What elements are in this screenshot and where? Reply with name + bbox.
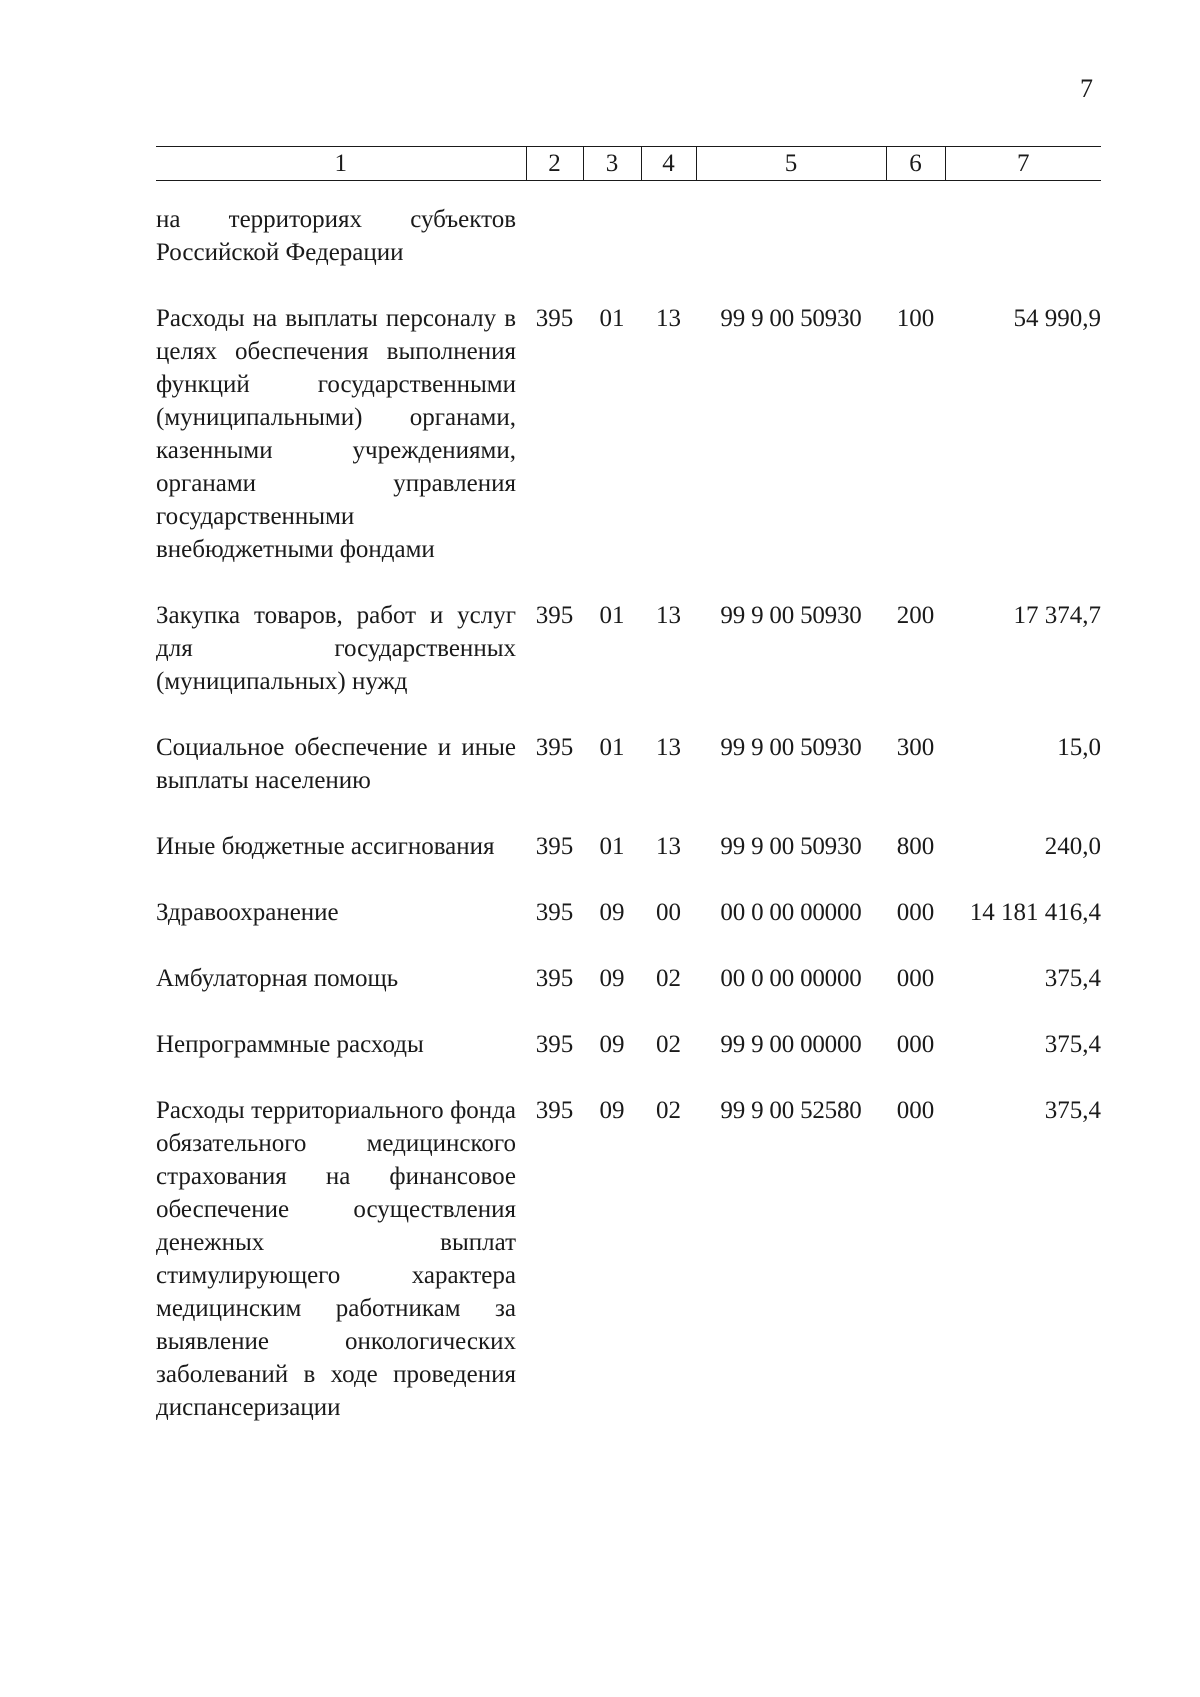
row-expense-type: 000	[896, 899, 935, 926]
row-name: Иные бюджетные ассигнования	[156, 833, 495, 860]
row-expense-type: 200	[896, 602, 935, 629]
row-expense-type: 100	[896, 305, 935, 332]
row-amount: 15,0	[1057, 734, 1101, 761]
row-amount	[945, 203, 1101, 302]
row-target-code: 99 9 00 50930	[720, 833, 862, 860]
page-number: 7	[1080, 74, 1093, 103]
row-target-code	[696, 203, 886, 302]
column-header-2: 2	[526, 147, 583, 181]
row-target-code: 99 9 00 50930	[720, 305, 862, 332]
row-name: Непрограммные расходы	[156, 1031, 424, 1058]
table-row	[156, 830, 1101, 896]
row-subsection-code	[641, 203, 696, 302]
column-header-5: 5	[696, 147, 886, 181]
row-name: Расходы территориального фонда обязательного медицинского страхования на финансовое обеспечение осуществления денежных выплат стимулирующего характера медицинским работникам за выявление онкологических заболеваний в ходе проведения диспансеризации	[156, 1097, 516, 1421]
row-subsection-code: 13	[656, 602, 681, 629]
row-ministry-code: 395	[535, 1031, 574, 1058]
row-subsection-code: 13	[656, 305, 681, 332]
row-ministry-code: 395	[535, 734, 574, 761]
column-header-7: 7	[945, 147, 1101, 181]
row-ministry-code: 395	[535, 305, 574, 332]
row-target-code: 99 9 00 00000	[720, 1031, 862, 1058]
table-row	[156, 731, 1101, 830]
row-subsection-code: 00	[656, 899, 681, 926]
table-row	[156, 203, 1101, 302]
row-section-code	[583, 203, 641, 302]
row-name: Здравоохранение	[156, 899, 339, 926]
column-header-3: 3	[583, 147, 641, 181]
table-header	[156, 147, 1101, 204]
row-expense-type: 300	[896, 734, 935, 761]
row-target-code: 99 9 00 50930	[720, 734, 862, 761]
row-target-code: 00 0 00 00000	[720, 965, 862, 992]
row-section-code: 09	[599, 1097, 625, 1124]
row-ministry-code	[526, 203, 583, 302]
column-header-1: 1	[156, 147, 526, 181]
column-header-4: 4	[641, 147, 696, 181]
row-name: Социальное обеспечение и иные выплаты населению	[156, 734, 516, 794]
row-amount: 375,4	[1044, 1031, 1101, 1058]
row-section-code: 01	[599, 602, 625, 629]
row-ministry-code: 395	[535, 833, 574, 860]
row-name: на территориях субъектов Российской Федерации	[156, 206, 516, 266]
row-amount: 54 990,9	[1013, 305, 1101, 332]
row-ministry-code: 395	[535, 899, 574, 926]
row-name: Закупка товаров, работ и услуг для государственных (муниципальных) нужд	[156, 602, 516, 695]
header-spacer	[156, 181, 1101, 204]
table-row	[156, 896, 1101, 962]
table-row	[156, 1094, 1101, 1457]
table-body	[156, 203, 1101, 1457]
row-name: Расходы на выплаты персоналу в целях обеспечения выполнения функций государственными (муниципальными) органами, казенными учреждениями, органами управления государственными внебюджетными фондами	[156, 305, 516, 563]
row-expense-type: 000	[896, 1097, 935, 1124]
row-subsection-code: 02	[656, 1031, 681, 1058]
row-section-code: 09	[599, 899, 625, 926]
table-row	[156, 599, 1101, 731]
row-amount: 14 181 416,4	[969, 899, 1101, 926]
row-ministry-code: 395	[535, 1097, 574, 1124]
row-amount: 17 374,7	[1013, 602, 1101, 629]
table-row	[156, 962, 1101, 1028]
budget-table	[156, 146, 1101, 1457]
row-ministry-code: 395	[535, 965, 574, 992]
row-subsection-code: 13	[656, 734, 681, 761]
row-section-code: 01	[599, 833, 625, 860]
row-expense-type	[886, 203, 945, 302]
row-expense-type: 000	[896, 965, 935, 992]
row-name: Амбулаторная помощь	[156, 965, 399, 992]
row-section-code: 09	[599, 965, 625, 992]
row-subsection-code: 02	[656, 1097, 681, 1124]
row-target-code: 99 9 00 50930	[720, 602, 862, 629]
table-row	[156, 1028, 1101, 1094]
row-section-code: 01	[599, 305, 625, 332]
column-number-row	[156, 147, 1101, 181]
row-section-code: 01	[599, 734, 625, 761]
row-expense-type: 800	[896, 833, 935, 860]
row-amount: 375,4	[1044, 1097, 1101, 1124]
row-section-code: 09	[599, 1031, 625, 1058]
row-subsection-code: 02	[656, 965, 681, 992]
table-row	[156, 302, 1101, 599]
row-amount: 240,0	[1044, 833, 1101, 860]
column-header-6: 6	[886, 147, 945, 181]
row-ministry-code: 395	[535, 602, 574, 629]
row-target-code: 99 9 00 52580	[720, 1097, 862, 1124]
row-expense-type: 000	[896, 1031, 935, 1058]
row-amount: 375,4	[1044, 965, 1101, 992]
row-subsection-code: 13	[656, 833, 681, 860]
row-target-code: 00 0 00 00000	[720, 899, 862, 926]
